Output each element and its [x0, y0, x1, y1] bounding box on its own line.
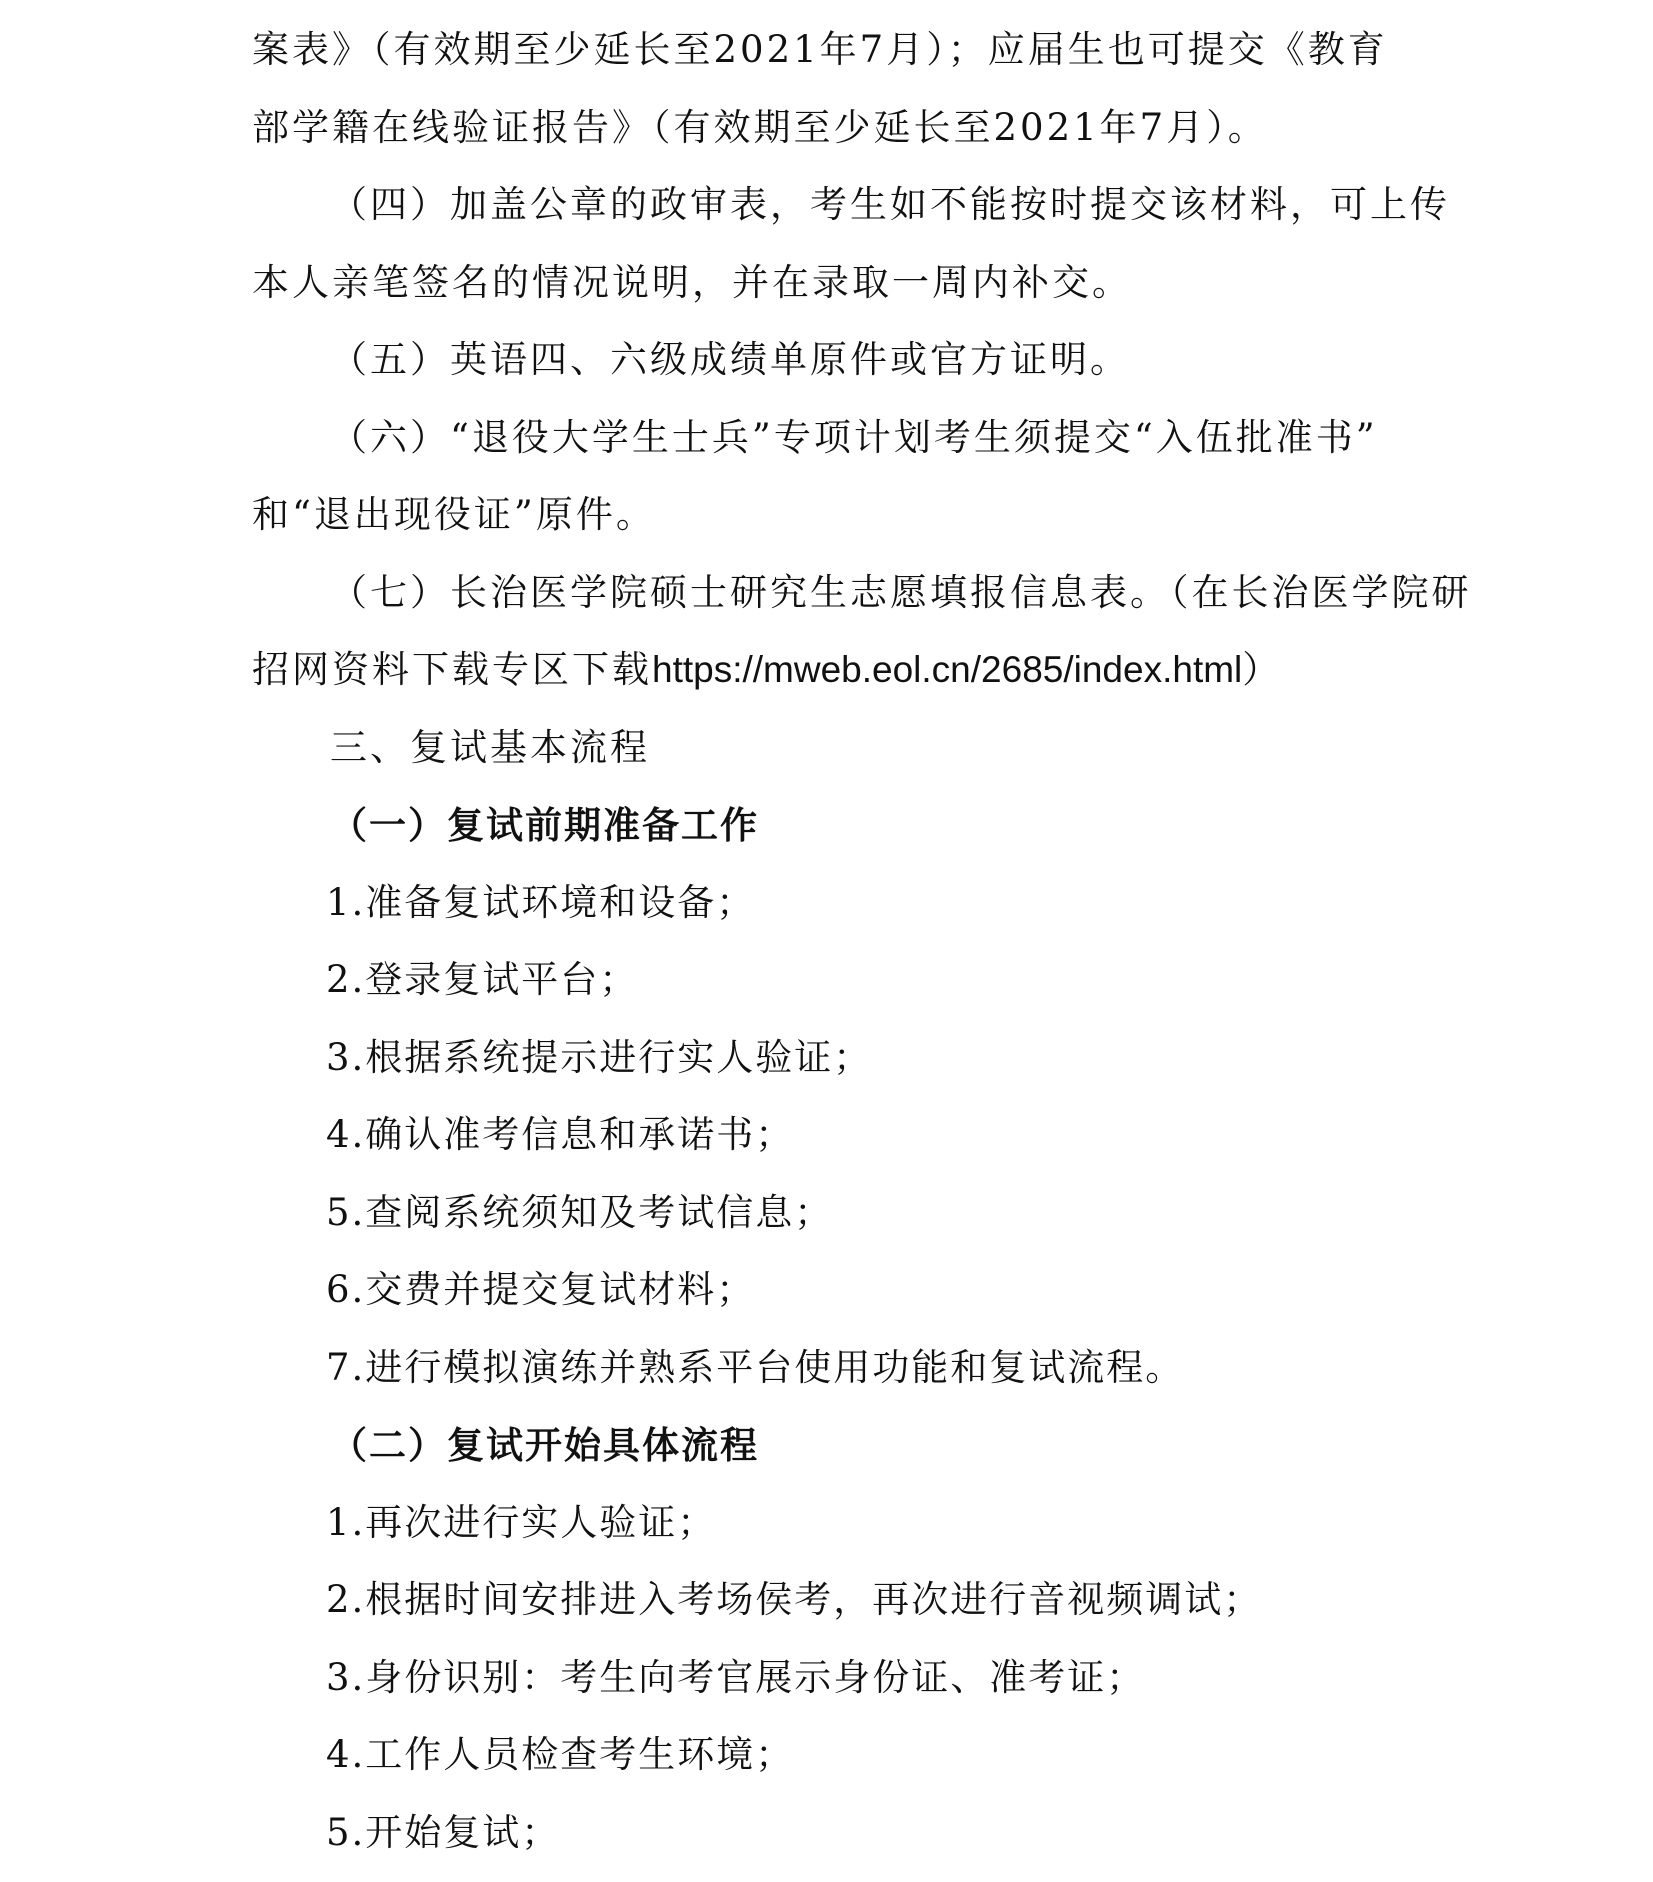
paragraph-line: 和“退出现役证”原件。	[252, 493, 656, 536]
section-title: 三、复试基本流程	[330, 726, 650, 769]
list-item: 4.确认准考信息和承诺书；	[326, 1113, 795, 1156]
paragraph-line: （五）英语四、六级成绩单原件或官方证明。	[330, 338, 1130, 381]
download-url-link[interactable]: https://mweb.eol.cn/2685/index.html	[652, 649, 1243, 690]
paragraph-line: （四）加盖公章的政审表，考生如不能按时提交该材料，可上传	[330, 183, 1450, 226]
paragraph-line: 案表》（有效期至少延长至2021年7月）；应届生也可提交《教育	[252, 28, 1388, 71]
download-text: 招网资料下载专区下载	[252, 648, 652, 691]
list-item: 3.身份识别：考生向考官展示身份证、准考证；	[326, 1656, 1146, 1699]
subsection-title: （一）复试前期准备工作	[330, 803, 759, 847]
paragraph-line: （六）“退役大学生士兵”专项计划考生须提交“入伍批准书”	[330, 416, 1378, 459]
paragraph-line: 本人亲笔签名的情况说明，并在录取一周内补交。	[252, 261, 1132, 304]
paragraph-line	[252, 645, 1282, 695]
list-item: 2.登录复试平台；	[326, 958, 639, 1001]
list-item: 1.准备复试环境和设备；	[326, 881, 756, 924]
list-item: 2.根据时间安排进入考场侯考，再次进行音视频调试；	[326, 1578, 1263, 1621]
list-item: 5.查阅系统须知及考试信息；	[326, 1191, 834, 1234]
list-item: 6.交费并提交复试材料；	[326, 1268, 756, 1311]
list-item: 5.开始复试；	[326, 1811, 561, 1854]
list-item: 1.再次进行实人验证；	[326, 1501, 717, 1544]
list-item: 4.工作人员检查考生环境；	[326, 1733, 795, 1776]
paragraph-line: （七）长治医学院硕士研究生志愿填报信息表。（在长治医学院研	[330, 571, 1472, 614]
paragraph-line: 部学籍在线验证报告》（有效期至少延长至2021年7月）。	[252, 106, 1268, 149]
list-item: 3.根据系统提示进行实人验证；	[326, 1036, 873, 1079]
subsection-title: （二）复试开始具体流程	[330, 1423, 759, 1467]
list-item: 7.进行模拟演练并熟系平台使用功能和复试流程。	[326, 1346, 1185, 1389]
closing-paren: ）	[1242, 648, 1283, 691]
